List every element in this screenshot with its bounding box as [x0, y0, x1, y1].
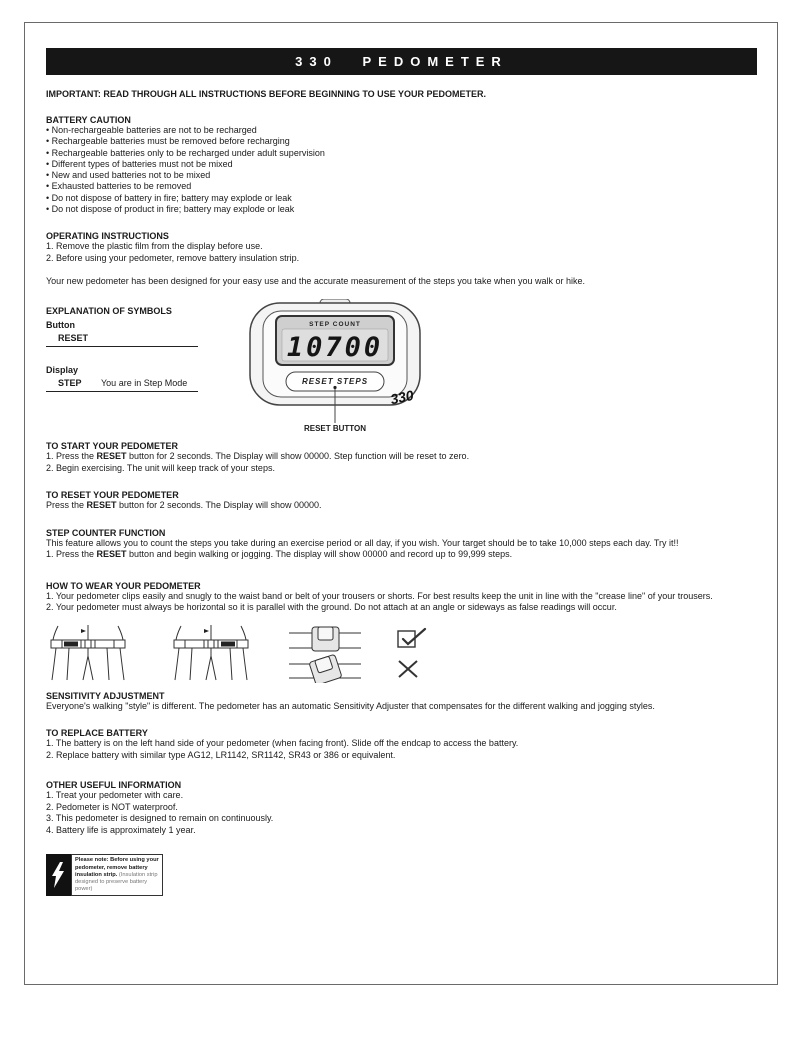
battery-note-bold: Please note: Before using your pedometer, remove battery insulation strip.	[75, 857, 159, 878]
instruction-line: 2. Pedometer is NOT waterproof.	[46, 801, 178, 812]
symbols-button-value: RESET	[46, 330, 198, 347]
brand-330: 330	[388, 387, 416, 408]
crease-arrow-icon	[204, 629, 209, 633]
page-title	[46, 48, 757, 75]
instruction-line: 2. Replace battery with similar type AG12, LR1142, SR1142, SR43 or 386 or equivalent.	[46, 749, 396, 760]
instruction-line: 1. Press the RESET button for 2 seconds. The Display will show 00000. Step function will be reset to zero.	[46, 451, 470, 462]
check-icon	[397, 627, 427, 650]
section-start	[46, 441, 757, 474]
section-battery-caution	[46, 115, 757, 215]
section-heading: OPERATING INSTRUCTIONS	[46, 231, 169, 242]
bullet-item: • Exhausted batteries to be removed	[46, 181, 757, 192]
battery-note-box	[46, 854, 757, 896]
pedometer-orientation-figure	[289, 625, 361, 683]
instruction-line: 1. Remove the plastic film from the display before use.	[46, 241, 263, 252]
section-reset	[46, 490, 757, 512]
battery-caution-list	[46, 125, 757, 215]
section-heading: STEP COUNTER FUNCTION	[46, 527, 166, 538]
lcd-caption: STEP COUNT	[309, 321, 361, 329]
page-border-sheet	[24, 22, 778, 985]
pedometer-on-belt-right	[221, 641, 235, 646]
pedometer-on-belt-left	[64, 641, 78, 646]
bullet-item: • Different types of batteries must not be mixed	[46, 159, 757, 170]
instruction-line: 1. The battery is on the left hand side of your pedometer (when facing front). Slide off the endcap to access the battery.	[46, 738, 519, 749]
section-heading: TO REPLACE BATTERY	[46, 728, 148, 739]
instruction-line: 2. Before using your pedometer, remove battery insulation strip.	[46, 252, 300, 263]
bullet-item: • Rechargeable batteries must be removed before recharging	[46, 136, 757, 147]
section-step-counter	[46, 528, 757, 561]
section-other-info	[46, 780, 757, 836]
lcd-step-count-value: 10700	[286, 332, 384, 364]
section-heading: TO START YOUR PEDOMETER	[46, 441, 179, 452]
pedometer-tilted	[309, 654, 342, 683]
reset-button-callout: RESET BUTTON	[303, 424, 367, 434]
bullet-item: • New and used batteries not to be mixed	[46, 170, 757, 181]
instruction-line: Everyone's walking "style" is different. The pedometer has an automatic Sensitivity Adjuster that compensates for the different walking and jogging styles.	[46, 700, 655, 711]
correct-incorrect-marks	[397, 625, 427, 679]
bullet-item: • Do not dispose of battery in fire; battery may explode or leak	[46, 193, 757, 204]
x-icon	[397, 659, 419, 679]
pedometer-illustration	[246, 299, 424, 423]
symbols-display-row	[46, 375, 198, 392]
section-wear	[46, 581, 757, 685]
intro-paragraph: Your new pedometer has been designed for your easy use and the accurate measurement of the steps you take when you walk or hike.	[46, 276, 585, 287]
instruction-line: 2. Begin exercising. The unit will keep track of your steps.	[46, 462, 275, 473]
section-explanation-of-symbols	[46, 306, 757, 433]
section-heading: OTHER USEFUL INFORMATION	[46, 780, 182, 791]
belt-orientation-figures	[289, 625, 361, 683]
bullet-item: • Rechargeable batteries only to be recharged under adult supervision	[46, 148, 757, 159]
symbols-display-value: You are in Step Mode	[101, 378, 188, 389]
section-heading: EXPLANATION OF SYMBOLS	[46, 306, 172, 317]
section-heading: HOW TO WEAR YOUR PEDOMETER	[46, 580, 201, 591]
instruction-line: 4. Battery life is approximately 1 year.	[46, 824, 196, 835]
symbols-display-label: Display	[46, 365, 79, 376]
symbols-button-label: Button	[46, 320, 75, 331]
page-title-text: 330 PEDOMETER	[295, 54, 508, 69]
battery-note-text	[71, 854, 163, 896]
pedometer-illustration-block	[244, 299, 426, 433]
bullet-item: • Non-rechargeable batteries are not to be recharged	[46, 125, 757, 136]
battery-note-detail: (Insulation strip designed to preserve battery power)	[75, 871, 158, 892]
waist-figure-left	[48, 625, 128, 681]
instruction-line: 1. Your pedometer clips easily and snugly to the waist band or belt of your trousers or shorts. For best results keep the unit in line with the "crease line" of your trousers.	[46, 590, 713, 601]
reset-steps-button-label: RESET STEPS	[301, 377, 369, 387]
instruction-line: 1. Treat your pedometer with care.	[46, 790, 184, 801]
pedometer-upright	[312, 627, 339, 651]
bullet-item: • Do not dispose of product in fire; battery may explode or leak	[46, 204, 757, 215]
section-sensitivity	[46, 691, 757, 713]
section-replace-battery	[46, 728, 757, 761]
section-operating-instructions	[46, 231, 757, 286]
wear-figures-row	[48, 625, 757, 685]
instruction-line: 3. This pedometer is designed to remain on continuously.	[46, 813, 274, 824]
instruction-line: 2. Your pedometer must always be horizontal so it is parallel with the ground. Do not attach at an angle or sideways as false readings will occur.	[46, 602, 617, 613]
symbols-table	[46, 306, 198, 433]
section-heading: SENSITIVITY ADJUSTMENT	[46, 690, 165, 701]
crease-arrow-icon	[81, 629, 86, 633]
lightning-icon	[46, 854, 71, 896]
instruction-line: This feature allows you to count the steps you take during an exercise period or all day, if you wish. Your target should be to take 10,000 steps each day. Try it!!	[46, 537, 679, 548]
important-notice: IMPORTANT: READ THROUGH ALL INSTRUCTIONS BEFORE BEGINNING TO USE YOUR PEDOMETER.	[46, 89, 487, 99]
section-heading: TO RESET YOUR PEDOMETER	[46, 490, 179, 501]
section-heading: BATTERY CAUTION	[46, 115, 131, 125]
callout-dot	[333, 386, 336, 389]
symbols-display-key: STEP	[58, 378, 82, 389]
waist-figure-right	[171, 625, 251, 681]
instruction-line: 1. Press the RESET button and begin walking or jogging. The display will show 00000 and record up to 99,999 steps.	[46, 549, 513, 560]
instruction-line: Press the RESET button for 2 seconds. The Display will show 00000.	[46, 500, 322, 511]
